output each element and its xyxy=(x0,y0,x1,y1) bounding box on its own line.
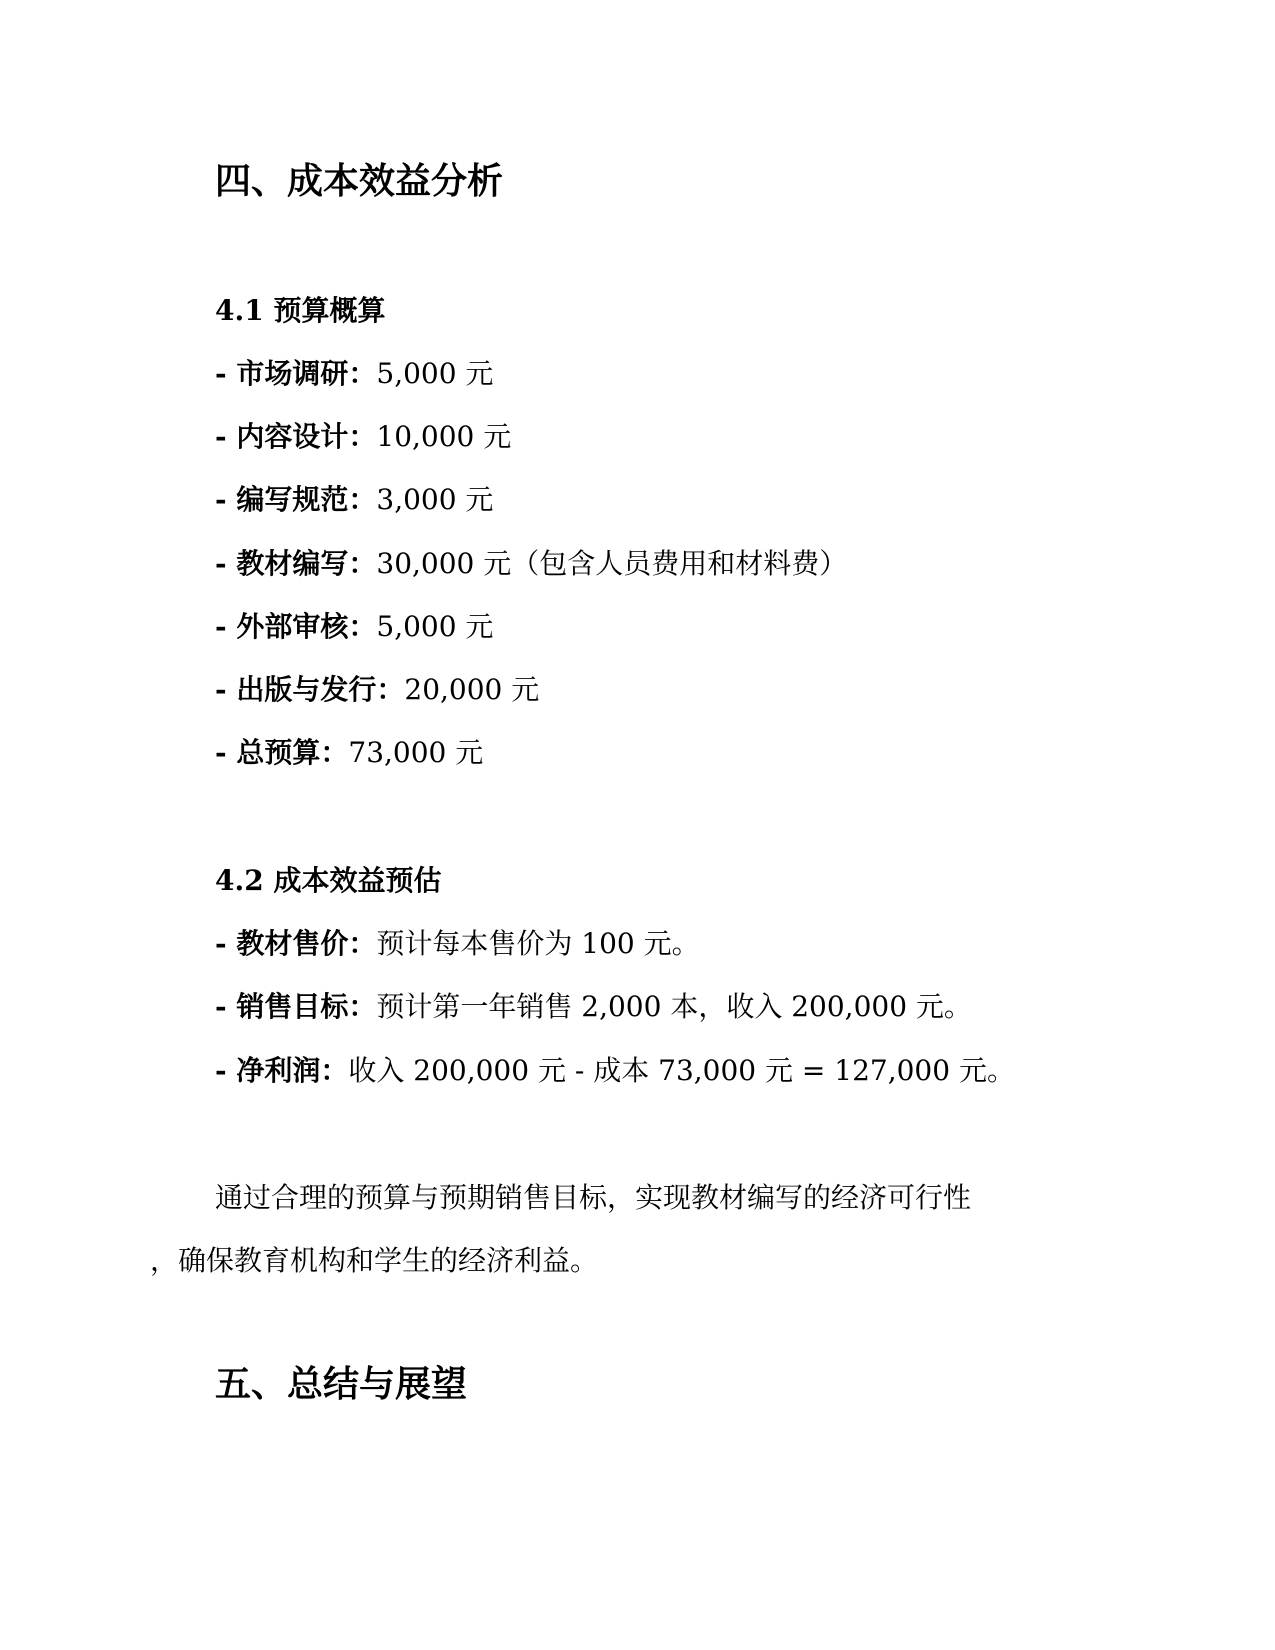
budget-item-label: - 教材编写： xyxy=(215,547,377,580)
benefit-item-label: - 销售目标： xyxy=(215,990,377,1023)
budget-item-value: 5,000 元 xyxy=(376,357,494,390)
budget-item-value: 73,000 元 xyxy=(348,736,484,769)
conclusion-paragraph-line-2: ，确保教育机构和学生的经济利益。 xyxy=(150,1244,599,1277)
benefit-item-value: 预计每本售价为 100 元。 xyxy=(376,927,700,960)
section-5-heading: 五、总结与展望 xyxy=(215,1364,468,1405)
conclusion-paragraph-line-1: 通过合理的预算与预期销售目标，实现教材编写的经济可行性 xyxy=(215,1181,972,1214)
budget-item-value: 20,000 元 xyxy=(404,673,540,706)
benefit-item-label: - 净利润： xyxy=(215,1054,349,1087)
budget-item-textbook-writing xyxy=(215,546,847,582)
budget-item-content-design xyxy=(215,419,511,455)
budget-item-external-review xyxy=(215,609,493,645)
budget-item-label: - 外部审核： xyxy=(215,610,377,643)
budget-item-total xyxy=(215,735,483,771)
benefit-item-label: - 教材售价： xyxy=(215,927,377,960)
budget-item-publishing xyxy=(215,672,539,708)
budget-item-market-research xyxy=(215,356,493,392)
subsection-4-1-heading: 4.1 预算概算 xyxy=(215,294,386,327)
benefit-item-value: 收入 200,000 元 - 成本 73,000 元 = 127,000 元。 xyxy=(348,1054,1015,1087)
budget-item-label: - 内容设计： xyxy=(215,420,377,453)
budget-item-value: 10,000 元 xyxy=(376,420,512,453)
benefit-item-price xyxy=(215,926,700,962)
budget-item-value: 5,000 元 xyxy=(376,610,494,643)
budget-item-label: - 编写规范： xyxy=(215,483,377,516)
budget-item-label: - 出版与发行： xyxy=(215,673,405,706)
section-4-heading: 四、成本效益分析 xyxy=(215,161,504,202)
budget-item-label: - 市场调研： xyxy=(215,357,377,390)
budget-item-writing-standards xyxy=(215,482,493,518)
budget-item-value: 30,000 元（包含人员费用和材料费） xyxy=(376,547,848,580)
subsection-4-2-heading: 4.2 成本效益预估 xyxy=(215,864,442,897)
budget-item-value: 3,000 元 xyxy=(376,483,494,516)
benefit-item-sales-target xyxy=(215,989,972,1025)
benefit-item-net-profit xyxy=(215,1053,1015,1089)
benefit-item-value: 预计第一年销售 2,000 本，收入 200,000 元。 xyxy=(376,990,972,1023)
budget-item-label: - 总预算： xyxy=(215,736,349,769)
